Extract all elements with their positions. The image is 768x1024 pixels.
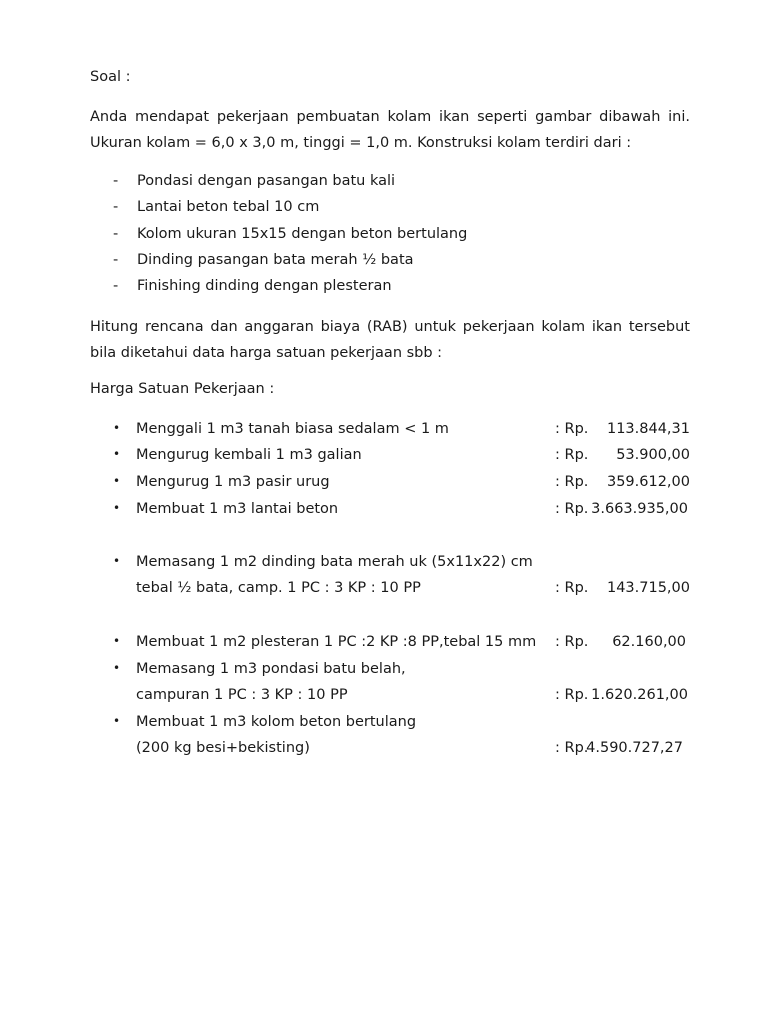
price-item-description: Membuat 1 m2 plesteran 1 PC :2 KP :8 PP,tebal 15 mm bbox=[136, 634, 537, 650]
dash-marker: - bbox=[113, 199, 119, 215]
currency-label: : Rp. bbox=[555, 634, 589, 650]
currency-label: : Rp. bbox=[555, 474, 589, 490]
dash-marker: - bbox=[113, 252, 119, 268]
bullet-marker: • bbox=[113, 634, 121, 648]
bullet-marker: • bbox=[113, 661, 121, 675]
dash-marker: - bbox=[113, 226, 119, 242]
bullet-marker: • bbox=[113, 501, 121, 515]
price-amount: 3.663.935,00 bbox=[591, 501, 688, 517]
intro-paragraph: Anda mendapat pekerjaan pembuatan kolam ikan seperti gambar dibawah ini. Ukuran kolam = 6,0 x 3,0 m, tinggi = 1,0 m. Konstruksi kolam terdiri dari : bbox=[90, 109, 690, 151]
price-item-description: Membuat 1 m3 lantai beton bbox=[136, 501, 339, 517]
price-item-description: Membuat 1 m3 kolom beton bertulang bbox=[136, 714, 417, 730]
bullet-marker: • bbox=[113, 421, 121, 435]
price-item-description: Memasang 1 m3 pondasi batu belah, bbox=[136, 661, 406, 677]
currency-label: : Rp. bbox=[555, 501, 589, 517]
currency-label: : Rp. bbox=[555, 447, 589, 463]
price-amount: 1.620.261,00 bbox=[591, 687, 688, 703]
dash-marker: - bbox=[113, 278, 119, 294]
price-item-description: Menggali 1 m3 tanah biasa sedalam < 1 m bbox=[136, 421, 449, 437]
price-amount: 62.160,00 bbox=[612, 634, 686, 650]
price-amount: 359.612,00 bbox=[606, 474, 690, 490]
construction-item-text: Pondasi dengan pasangan batu kali bbox=[137, 173, 396, 189]
construction-item-text: Kolom ukuran 15x15 dengan beton bertulang bbox=[137, 226, 468, 242]
currency-label: : Rp. bbox=[555, 421, 589, 437]
dash-marker: - bbox=[113, 173, 119, 189]
construction-item-text: Dinding pasangan bata merah ½ bata bbox=[137, 252, 414, 268]
price-item-description-cont: (200 kg besi+bekisting) bbox=[136, 740, 310, 756]
price-item-description: Mengurug 1 m3 pasir urug bbox=[136, 474, 330, 490]
bullet-marker: • bbox=[113, 714, 121, 728]
price-amount: 113.844,31 bbox=[606, 421, 690, 437]
currency-label: : Rp. bbox=[555, 580, 589, 596]
bullet-marker: • bbox=[113, 474, 121, 488]
task-paragraph: Hitung rencana dan anggaran biaya (RAB) untuk pekerjaan kolam ikan tersebut bila diketahui data harga satuan pekerjaan sbb : bbox=[90, 319, 690, 361]
currency-label: : Rp. bbox=[555, 740, 589, 756]
construction-item-text: Lantai beton tebal 10 cm bbox=[137, 199, 320, 215]
price-amount: 4.590.727,27 bbox=[586, 740, 683, 756]
construction-item-text: Finishing dinding dengan plesteran bbox=[137, 278, 392, 294]
price-item-description-cont: tebal ½ bata, camp. 1 PC : 3 KP : 10 PP bbox=[136, 580, 421, 596]
price-amount: 143.715,00 bbox=[606, 580, 690, 596]
bullet-marker: • bbox=[113, 554, 121, 568]
price-heading: Harga Satuan Pekerjaan : bbox=[90, 381, 275, 397]
currency-label: : Rp. bbox=[555, 687, 589, 703]
bullet-marker: • bbox=[113, 447, 121, 461]
price-item-description-cont: campuran 1 PC : 3 KP : 10 PP bbox=[136, 687, 348, 703]
heading: Soal : bbox=[90, 69, 131, 85]
price-item-description: Memasang 1 m2 dinding bata merah uk (5x11x22) cm bbox=[136, 554, 533, 570]
price-item-description: Mengurug kembali 1 m3 galian bbox=[136, 447, 362, 463]
price-amount: 53.900,00 bbox=[616, 447, 690, 463]
